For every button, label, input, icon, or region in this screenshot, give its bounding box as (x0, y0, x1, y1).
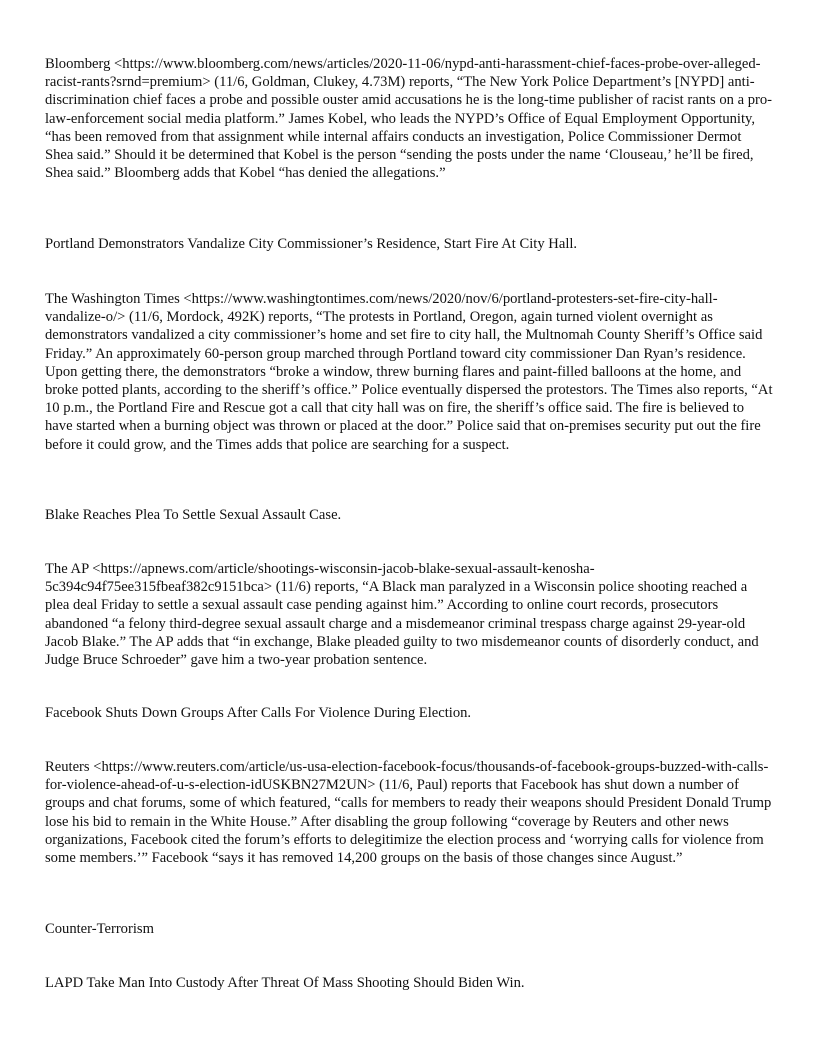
article-paragraph-washington-times-portland: The Washington Times <https://www.washingtontimes.com/news/2020/nov/6/portland-protesters-set-fire-city-hall-vandalize-o/> (11/6, Mordock, 492K) reports, “The protests in Portland, Oregon, again turned violent overnight as demonstrators vandalized a city commissioner’s home and set fire to city hall, the Multnomah County Sheriff’s Office said Friday.” An approximately 60-person group marched through Portland toward city commissioner Dan Ryan’s residence. Upon getting there, the demonstrators “broke a window, threw burning flares and paint-filled balloons at the home, and broke potted plants, according to the sheriff’s office.” Police eventually dispersed the protestors. The Times also reports, “At 10 p.m., the Portland Fire and Rescue got a call that city hall was on fire, the sheriff’s office said. The fire is believed to have started when a burning object was thrown or placed at the door.” Police said that on-premises security put out the fire before it could grow, and the Times adds that police are searching for a suspect. (45, 291, 773, 453)
headline-portland-vandalism: Portland Demonstrators Vandalize City Commissioner’s Residence, Start Fire At City Hall. (45, 236, 578, 252)
headline-facebook-groups: Facebook Shuts Down Groups After Calls For Violence During Election. (45, 705, 472, 721)
article-paragraph-bloomberg-nypd: Bloomberg <https://www.bloomberg.com/news/articles/2020-11-06/nypd-anti-harassment-chief-faces-probe-over-alleged-racist-rants?srnd=premium> (11/6, Goldman, Clukey, 4.73M) reports, “The New York Police Department’s [NYPD] anti-discrimination chief faces a probe and possible ouster amid accusations he is the long-time publisher of racist rants on a pro-law-enforcement social media platform.” James Kobel, who leads the NYPD’s Office of Equal Employment Opportunity, “has been removed from that assignment while internal affairs conducts an investigation, Police Commissioner Dermot Shea said.” Should it be determined that Kobel is the person “sending the posts under the name ‘Clouseau,’ he’ll be fired, Shea said.” Bloomberg adds that Kobel “has denied the allegations.” (45, 56, 773, 182)
article-paragraph-ap-blake: The AP <https://apnews.com/article/shootings-wisconsin-jacob-blake-sexual-assault-kenosha-5c394c94f75ee315fbeaf382c9151bca> (11/6) reports, “A Black man paralyzed in a Wisconsin police shooting reached a plea deal Friday to settle a sexual assault case pending against him.” According to online court records, prosecutors abandoned “a felony third-degree sexual assault charge and a misdemeanor criminal trespass charge against 29-year-old Jacob Blake.” The AP adds that “in exchange, Blake pleaded guilty to two misdemeanor counts of disorderly conduct, and Judge Bruce Schroeder” gave him a two-year probation sentence. (45, 561, 759, 669)
headline-lapd-custody: LAPD Take Man Into Custody After Threat Of Mass Shooting Should Biden Win. (45, 975, 525, 991)
section-heading-counter-terrorism: Counter-Terrorism (45, 921, 154, 937)
headline-blake-plea: Blake Reaches Plea To Settle Sexual Assault Case. (45, 507, 342, 523)
article-paragraph-reuters-facebook: Reuters <https://www.reuters.com/article/us-usa-election-facebook-focus/thousands-of-facebook-groups-buzzed-with-calls-for-violence-ahead-of-u-s-election-idUSKBN27M2UN> (11/6, Paul) reports that Facebook has shut down a number of groups and chat forums, some of which featured, “calls for members to ready their weapons should President Donald Trump lose his bid to remain in the White House.” After disabling the group following “coverage by Reuters and other news organizations, Facebook cited the forum’s efforts to delegitimize the election process and ‘worrying calls for violence from some members.’” Facebook “says it has removed 14,200 groups on the basis of those changes since August.” (45, 759, 772, 867)
